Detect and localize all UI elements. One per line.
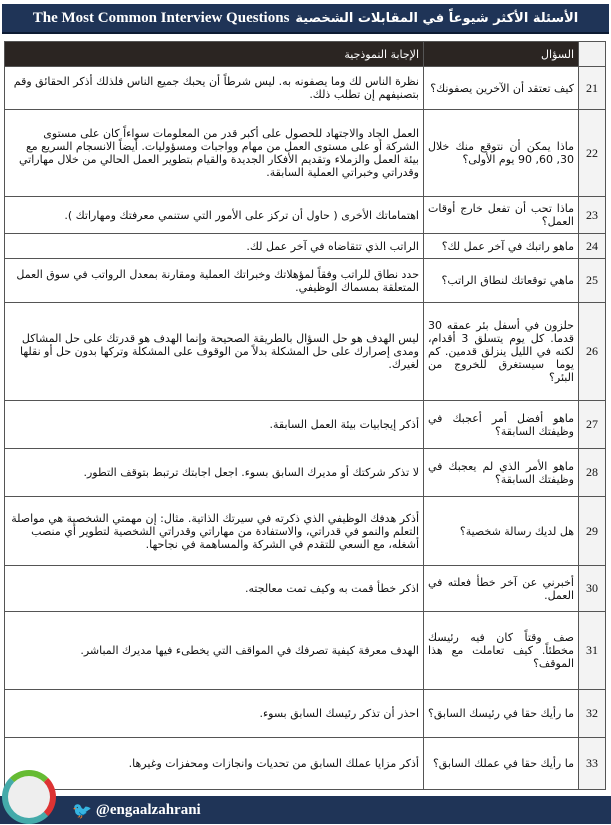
table-row xyxy=(5,449,606,497)
row-number: 29 xyxy=(579,497,606,566)
table-row xyxy=(5,566,606,612)
row-number: 33 xyxy=(579,738,606,790)
row-number: 31 xyxy=(579,612,606,690)
header-number xyxy=(579,42,606,67)
row-number: 26 xyxy=(579,303,606,401)
row-question: ماهي توقعاتك لنطاق الراتب؟ xyxy=(424,259,579,303)
page-title xyxy=(2,4,609,34)
row-number: 27 xyxy=(579,401,606,449)
row-question: ماهو الأمر الذي لم يعجبك في وظيفتك السابقة؟ xyxy=(424,449,579,497)
row-answer: احذر أن تذكر رئيسك السابق بسوء. xyxy=(5,690,424,738)
row-question: حلزون في أسفل بئر عمقه 30 قدما. كل يوم يتسلق 3 أقدام، لكنه في الليل ينزلق قدمين. كم يوما سيستغرق للخروج من البئر؟ xyxy=(424,303,579,401)
title-arabic: الأسئلة الأكثر شيوعاً في المقابلات الشخصية xyxy=(295,10,579,26)
row-answer: اهتماماتك الأخرى ( حاول أن تركز على الأمور التي ستنمي معرفتك ومهاراتك ). xyxy=(5,197,424,234)
row-answer: العمل الجاد والاجتهاد للحصول على أكبر قدر من المعلومات سواءاً كان على مستوى الشركة أو على مستوى العمل من مهام وواجبات ومسؤوليات. أيضاً الانسجام السريع مع بيئة العمل والزملاء وتقديم الأفكار الجديدة والقيام بتطوير العمل الحالي من خلال مهاراتي وقدراتي وخبراتي العملية السابقة. xyxy=(5,110,424,197)
table-row xyxy=(5,259,606,303)
row-number: 21 xyxy=(579,67,606,110)
row-number: 32 xyxy=(579,690,606,738)
table-row xyxy=(5,110,606,197)
row-question: ماهو أفضل أمر أعجبك في وظيفتك السابقة؟ xyxy=(424,401,579,449)
table-row xyxy=(5,690,606,738)
row-answer: أذكر إيجابيات بيئة العمل السابقة. xyxy=(5,401,424,449)
row-answer: ليس الهدف هو حل السؤال بالطريقة الصحيحة وإنما الهدف هو قدرتك على حل المشاكل ومدى إصرارك على حل المشكلة بدلاً من الوقوف على المشكلة وتركها بدون حل أو نقلها لغيرك. xyxy=(5,303,424,401)
row-answer: نظرة الناس لك وما يصفونه به. ليس شرطاً أن يحبك جميع الناس فلذلك أذكر الحقائق وقم بتصنيفهم إن تطلب ذلك. xyxy=(5,67,424,110)
questions-table xyxy=(4,41,606,790)
row-question: ماذا يمكن أن نتوقع منك خلال 30, 60, 90 يوم الأولى؟ xyxy=(424,110,579,197)
table-row xyxy=(5,67,606,110)
row-number: 22 xyxy=(579,110,606,197)
table-row xyxy=(5,234,606,259)
twitter-handle[interactable]: @engaalzahrani xyxy=(95,801,201,818)
row-number: 23 xyxy=(579,197,606,234)
row-answer: اذكر خطأ قمت به وكيف تمت معالجته. xyxy=(5,566,424,612)
row-number: 30 xyxy=(579,566,606,612)
table-header xyxy=(5,42,606,67)
row-answer: الهدف معرفة كيفية تصرفك في المواقف التي يخطىء فيها مديرك المباشر. xyxy=(5,612,424,690)
author-logo xyxy=(2,770,56,824)
row-answer: لا تذكر شركتك أو مديرك السابق بسوء. اجعل اجابتك ترتبط بتوقف التطور. xyxy=(5,449,424,497)
twitter-bird-icon: 🐦 xyxy=(72,800,92,820)
row-answer: أذكر مزايا عملك السابق من تحديات وانجازات ومحفزات وغيرها. xyxy=(5,738,424,790)
table-row xyxy=(5,303,606,401)
table-row xyxy=(5,738,606,790)
row-question: ماهو راتبك في آخر عمل لك؟ xyxy=(424,234,579,259)
row-number: 24 xyxy=(579,234,606,259)
table-row xyxy=(5,401,606,449)
row-question: كيف تعتقد أن الآخرين يصفونك؟ xyxy=(424,67,579,110)
footer-bar xyxy=(0,796,611,824)
row-number: 28 xyxy=(579,449,606,497)
row-question: ما رأيك حقا في عملك السابق؟ xyxy=(424,738,579,790)
title-english: The Most Common Interview Questions xyxy=(32,9,290,26)
row-answer: أذكر هدفك الوظيفي الذي ذكرته في سيرتك الذاتية. مثال: إن مهمتي الشخصية هي مواصلة التعلم والنمو في قدراتي، والاستفادة من مهاراتي وقدراتي الشخصية لتطوير أي منصب أشغله، مع السعي للتقدم في الشركة والمساهمة في نجاحها. xyxy=(5,497,424,566)
table-row xyxy=(5,497,606,566)
table-row xyxy=(5,612,606,690)
row-answer: حدد نطاق للراتب وفقاً لمؤهلاتك وخبراتك العملية ومقارنة بمعدل الرواتب في سوق العمل المتعلقة بمسماك الوظيفي. xyxy=(5,259,424,303)
row-answer: الراتب الذي تتقاضاه في آخر عمل لك. xyxy=(5,234,424,259)
header-answer: الإجابة النموذجية xyxy=(5,42,424,67)
row-question: أخبرني عن آخر خطأ فعلته في العمل. xyxy=(424,566,579,612)
row-number: 25 xyxy=(579,259,606,303)
row-question: ما رأيك حقا في رئيسك السابق؟ xyxy=(424,690,579,738)
row-question: ماذا تحب أن تفعل خارج أوقات العمل؟ xyxy=(424,197,579,234)
table-row xyxy=(5,197,606,234)
header-question: السؤال xyxy=(424,42,579,67)
row-question: صف وقتاً كان فيه رئيسك مخطئاً. كيف تعاملت مع هذا الموقف؟ xyxy=(424,612,579,690)
row-question: هل لديك رسالة شخصية؟ xyxy=(424,497,579,566)
